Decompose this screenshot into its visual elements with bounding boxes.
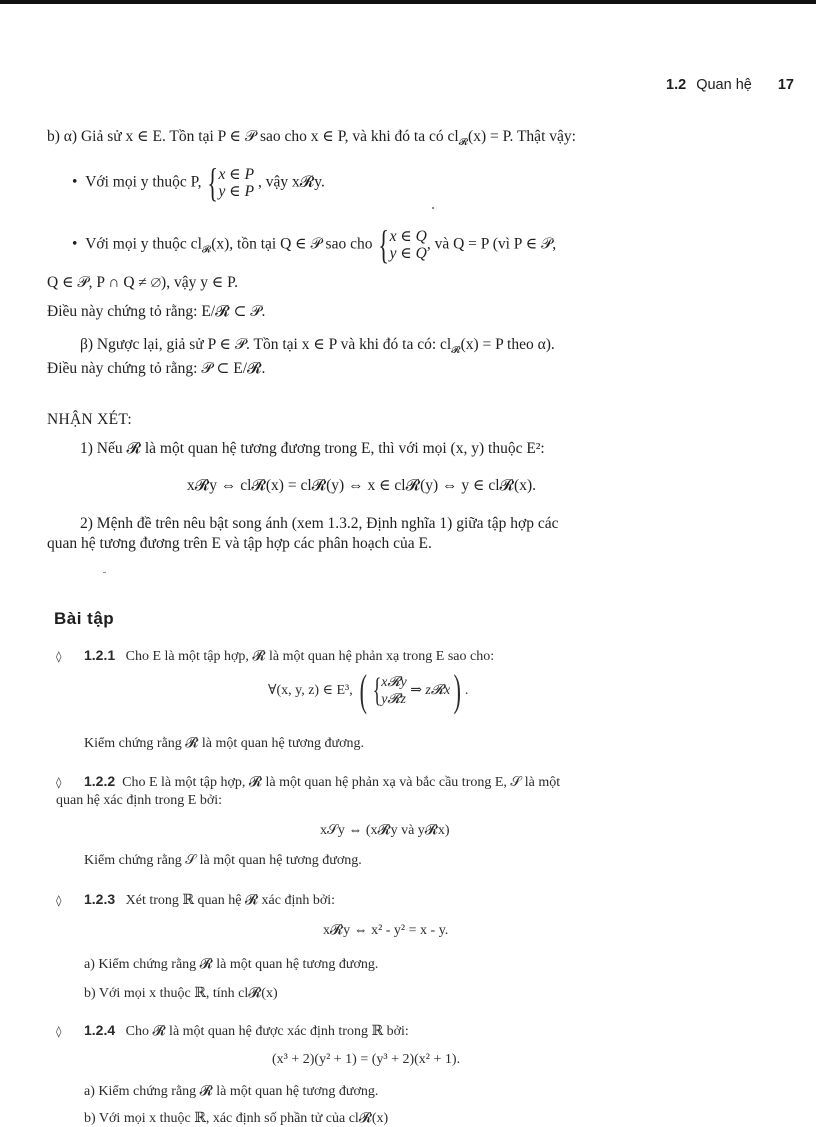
bullet-1-post: , vậy x𝓡y. [258, 173, 325, 191]
exercise-1-2-2-task: Kiểm chứng rằng 𝒮 là một quan hệ tương đương. [84, 853, 362, 868]
page-number: 17 [777, 77, 794, 93]
remark-formula: x𝓡y ⇔ cl𝓡(x) = cl𝓡(y) ⇔ x ∈ cl𝓡(y) ⇔ y ∈ cl𝓡(x). [187, 477, 536, 494]
formula-implication: ⇒ z𝓡x [410, 683, 451, 699]
formula-bot: y𝓡z [381, 692, 406, 707]
remark-title: NHẬN XÉT: [47, 411, 133, 428]
formula-top: x𝓡y [381, 675, 407, 690]
exercise-1-2-1-task: Kiểm chứng rằng 𝓡 là một quan hệ tương đương. [84, 736, 365, 751]
exercise-1-2-1 [56, 647, 494, 665]
exercise-1-2-4 [56, 1022, 409, 1040]
diamond-icon: ◊ [56, 894, 62, 907]
exercise-text: Cho E là một tập hợp, 𝓡 là một quan hệ phản xạ trong E sao cho: [125, 649, 495, 664]
remark-item-2-line-2: quan hệ tương đương trên E và tập hợp các phân hoạch của E. [47, 535, 432, 552]
diamond-icon: ◊ [56, 1025, 62, 1038]
proof-conclusion-1: Điều này chứng tỏ rằng: E/𝓡 ⊂ 𝒫. [47, 303, 266, 320]
proof-beta-text: β) Ngược lại, giả sử P ∈ 𝒫. Tồn tại x ∈ P và khi đó ta có: cl [80, 336, 452, 353]
exercise-1-2-4-part-a: a) Kiểm chứng rằng 𝓡 là một quan hệ tương đương. [84, 1084, 379, 1099]
bullet-2-system [390, 228, 427, 262]
exercise-text: Cho E là một tập hợp, 𝓡 là một quan hệ phản xạ và bắc cầu trong E, 𝒮 là một [122, 775, 561, 790]
bullet-dot: • [72, 173, 86, 191]
bullet-1-bot: y ∈ P [218, 183, 255, 200]
section-number: 1.2 [666, 77, 687, 93]
bullet-1-top: x ∈ P [218, 166, 255, 183]
bullet-2 [72, 222, 557, 267]
exercise-number: 1.2.4 [84, 1022, 116, 1038]
proof-line-b-end: (x) = P. Thật vậy: [468, 128, 576, 145]
proof-cont-line: Q ∈ 𝒫, P ∩ Q ≠ ∅), vậy y ∈ P. [47, 274, 238, 291]
formula-prefix: ∀(x, y, z) ∈ E³, [268, 683, 353, 699]
brace-icon: { [207, 160, 219, 205]
exercise-text: Cho 𝓡 là một quan hệ được xác định trong ℝ bởi: [125, 1024, 409, 1039]
proof-line-b-text: b) α) Giả sử x ∈ E. Tồn tại P ∈ 𝒫 sao cho x ∈ P, và khi đó ta có cl [47, 128, 459, 145]
exercise-1-2-3-part-b: b) Với mọi x thuộc ℝ, tính cl𝓡(x) [84, 986, 278, 1001]
speck [432, 207, 434, 209]
exercise-1-2-2-formula: x𝒮y ⇔ (x𝓡y và y𝓡x) [320, 823, 450, 838]
exercise-1-2-2-line-2: quan hệ xác định trong E bởi: [56, 793, 223, 808]
diamond-icon: ◊ [56, 650, 62, 663]
bullet-dot: • [72, 235, 86, 253]
bullet-2-mid: (x), tồn tại Q ∈ 𝒫 sao cho [211, 235, 373, 253]
exercise-1-2-2 [56, 773, 560, 791]
speck [103, 572, 106, 573]
exercise-number: 1.2.3 [84, 891, 116, 907]
brace-icon: { [372, 672, 382, 709]
exercise-1-2-4-part-b: b) Với mọi x thuộc ℝ, xác định số phần tử của cl𝓡(x) [84, 1111, 389, 1126]
right-paren-icon: ) [453, 666, 462, 715]
formula-system [381, 674, 407, 708]
left-paren-icon: ( [359, 666, 368, 715]
exercise-1-2-1-formula: ∀(x, y, z) ∈ E³, ( {x𝓡y y𝓡z ⇒ z𝓡x) . [268, 666, 469, 715]
exercise-1-2-3-formula: x𝓡y ⇔ x² - y² = x - y. [323, 923, 449, 938]
diamond-icon: ◊ [56, 776, 62, 789]
bullet-2-text: Với mọi y thuộc cl [85, 235, 202, 253]
bullet-2-top: x ∈ Q [389, 228, 427, 245]
exercise-1-2-4-formula: (x³ + 2)(y² + 1) = (y³ + 2)(x² + 1). [272, 1052, 461, 1067]
top-edge-bar [0, 0, 816, 4]
brace-icon: { [378, 222, 390, 267]
remark-item-2-line-1: 2) Mệnh đề trên nêu bật song ánh (xem 1.3.2, Định nghĩa 1) giữa tập hợp các [80, 515, 559, 532]
exercise-number: 1.2.1 [84, 647, 116, 663]
proof-beta-sub: 𝓡 [451, 345, 461, 357]
proof-beta [80, 335, 555, 356]
bullet-1-system [219, 166, 255, 200]
bullet-1-text: Với mọi y thuộc P, [85, 173, 202, 191]
exercise-1-2-3-part-a: a) Kiểm chứng rằng 𝓡 là một quan hệ tương đương. [84, 957, 379, 972]
exercise-text: Xét trong ℝ quan hệ 𝓡 xác định bởi: [125, 893, 336, 908]
bullet-2-post: , và Q = P (vì P ∈ 𝒫, [426, 235, 557, 253]
bullet-1 [72, 160, 325, 205]
section-title: Quan hệ [696, 77, 752, 93]
remark-item-1: 1) Nếu 𝓡 là một quan hệ tương đương trong E, thì với mọi (x, y) thuộc E²: [80, 440, 545, 457]
exercises-heading: Bài tập [54, 609, 115, 628]
bullet-2-sub: 𝓡 [201, 244, 212, 256]
exercise-1-2-3 [56, 891, 335, 909]
running-header [666, 77, 794, 93]
proof-conclusion-2: Điều này chứng tỏ rằng: 𝒫 ⊂ E/𝓡. [47, 360, 266, 377]
proof-beta-post: (x) = P theo α). [460, 336, 555, 353]
proof-line-b-sub: 𝓡 [458, 137, 469, 149]
bullet-2-bot: y ∈ Q [389, 245, 427, 262]
proof-line-b [47, 127, 576, 148]
exercise-number: 1.2.2 [84, 773, 116, 789]
